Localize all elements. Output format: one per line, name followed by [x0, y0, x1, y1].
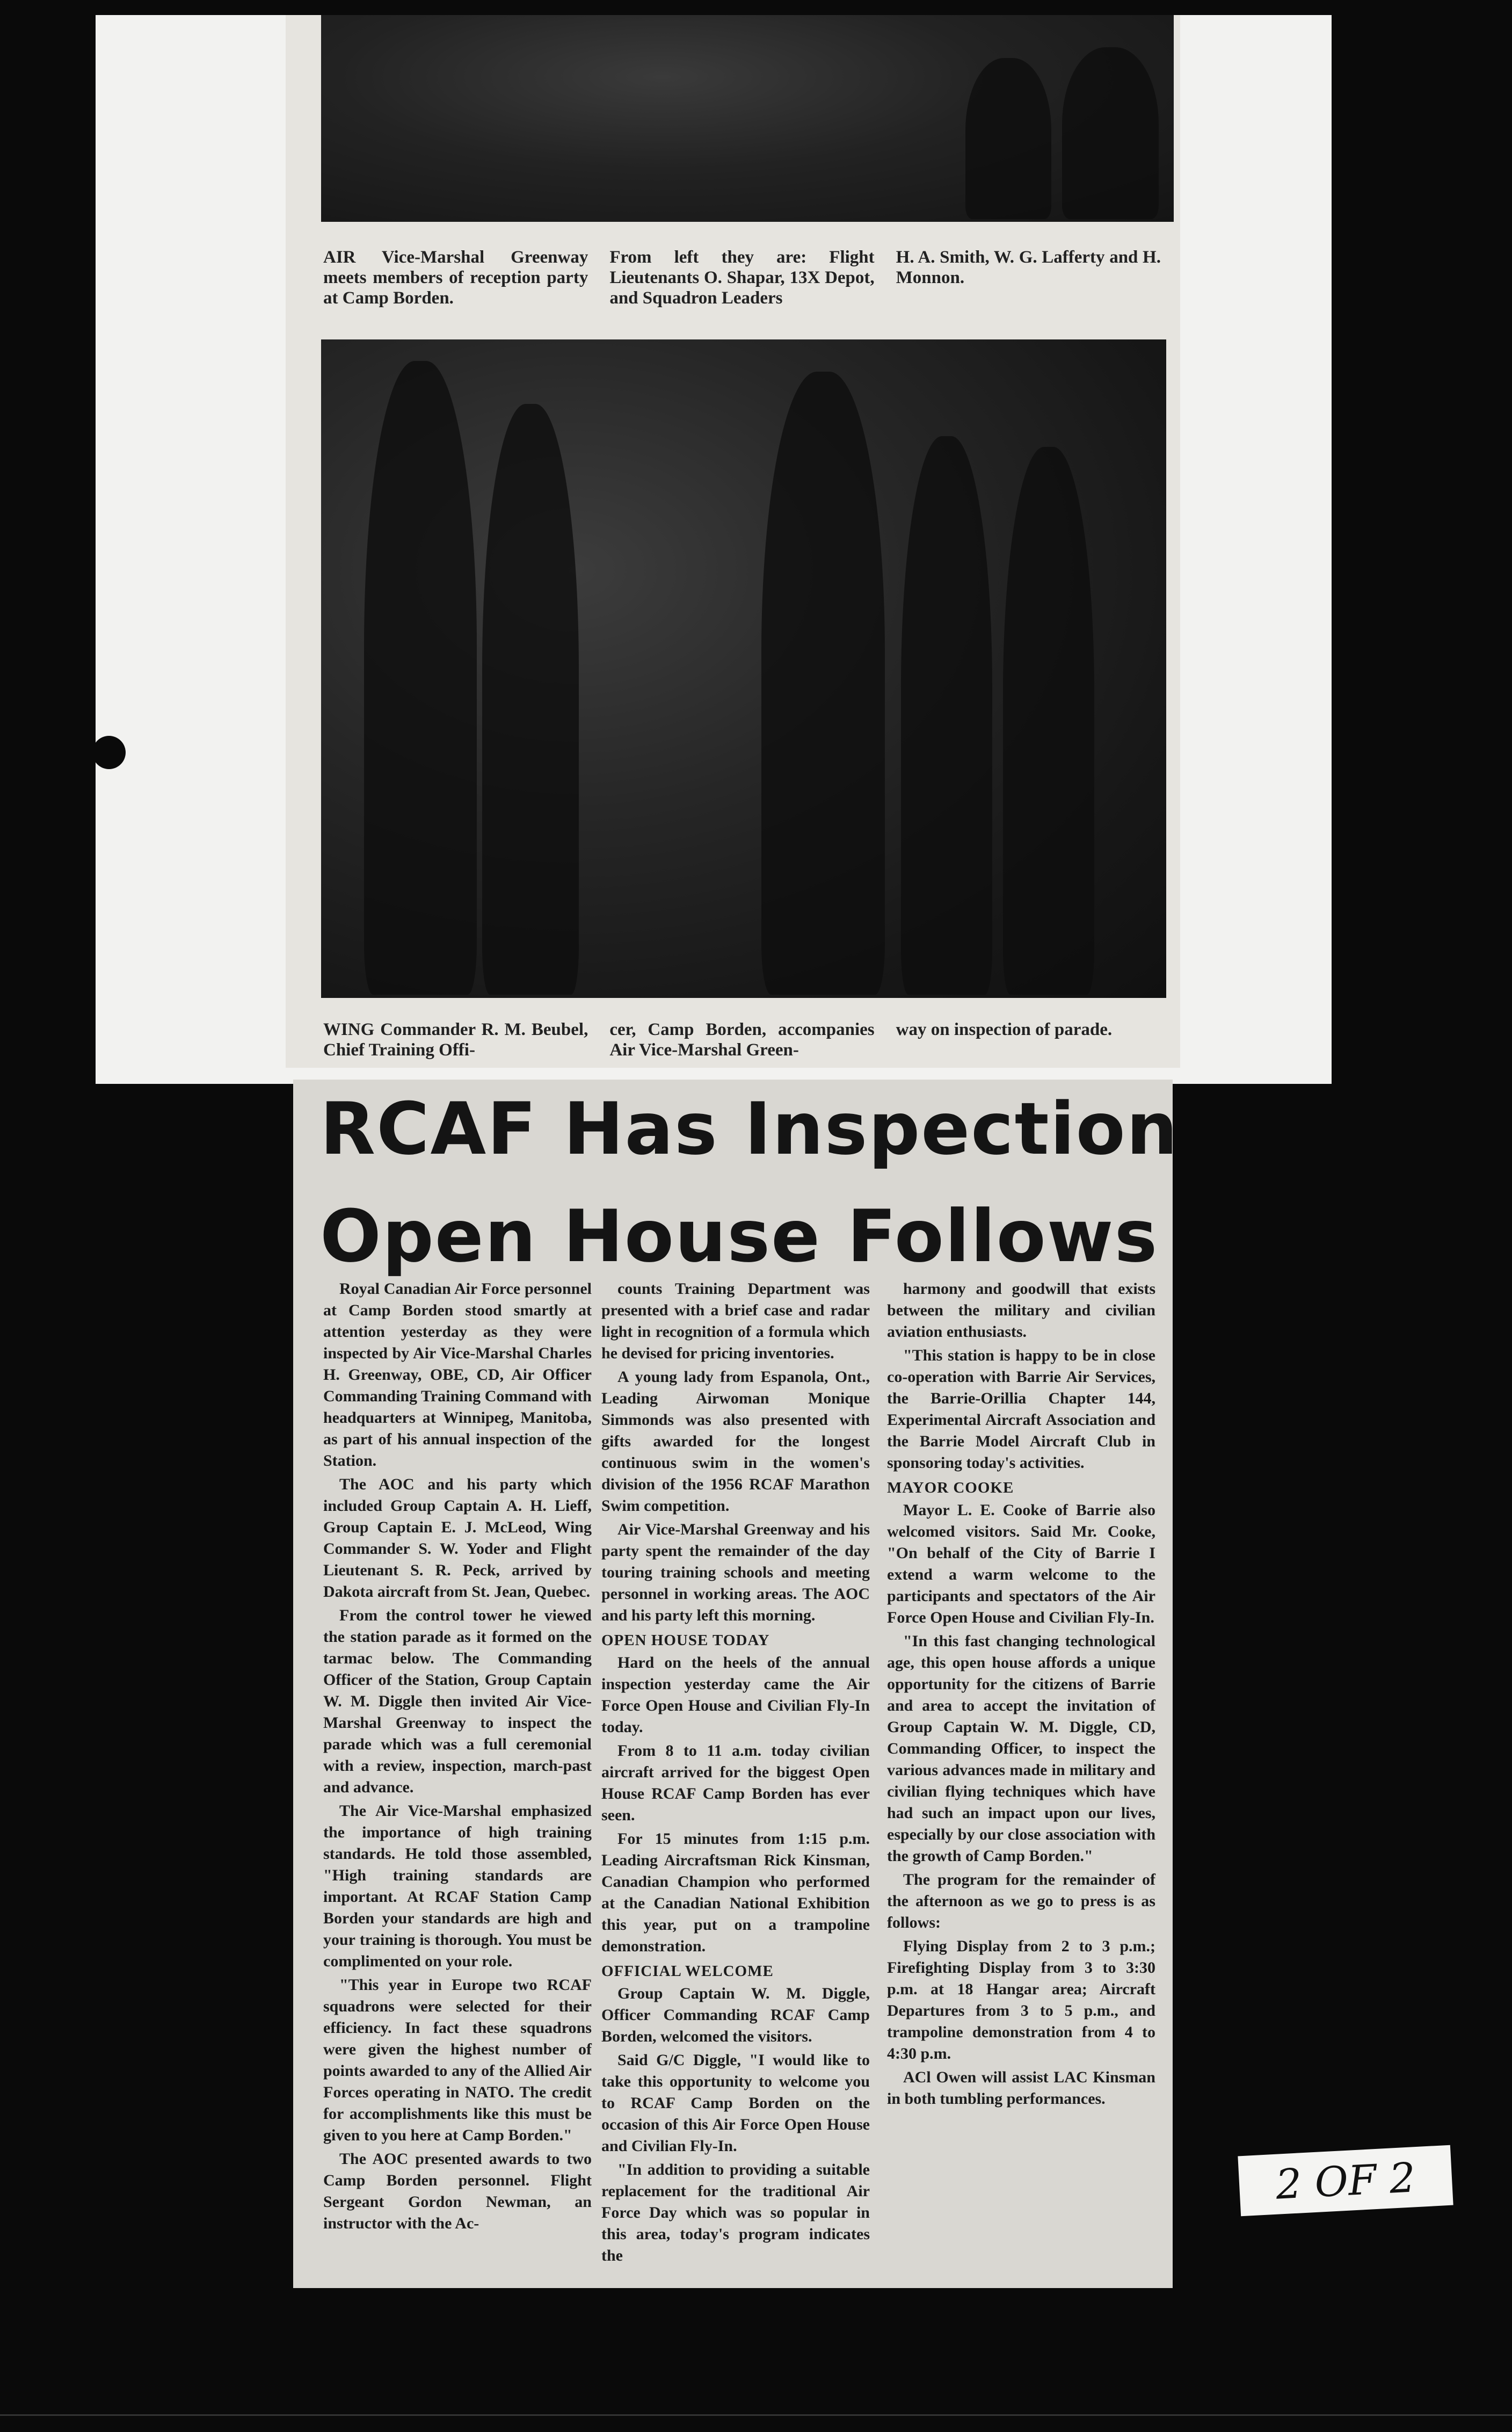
inspection-photo — [321, 339, 1166, 998]
divider — [0, 2414, 1512, 2416]
paragraph: harmony and goodwill that exists between the military and civilian aviation enthusiasts. — [887, 1280, 1155, 1341]
headline-line-1: RCAF Has Inspection — [320, 1087, 1179, 1171]
caption-col-3: H. A. Smith, W. G. Lafferty and H. Monnon. — [896, 248, 1161, 287]
caption-col-2: From left they are: Flight Lieutenants O. Shapar, 13X Depot, and Squadron Leaders — [609, 248, 875, 308]
paragraph: A young lady from Espanola, Ont., Leading Airwoman Monique Simmonds was also presented with gifts awarded for the longest continuous swim in the women's division of the 1956 RCAF Marathon Swim competition. — [601, 1368, 870, 1515]
caption-col-3: way on inspection of parade. — [896, 1020, 1113, 1039]
top-photo — [321, 15, 1174, 222]
page-number-note: 2 OF 2 — [1238, 2145, 1453, 2217]
article-column-1 — [323, 1278, 592, 2236]
inspection-photo-caption — [323, 1019, 1161, 1060]
subheading: OFFICIAL WELCOME — [601, 1963, 774, 1980]
punch-hole — [92, 736, 126, 769]
caption-col-1: AIR Vice-Marshal Greenway meets members of reception party at Camp Borden. — [323, 248, 588, 308]
subheading: OPEN HOUSE TODAY — [601, 1632, 770, 1649]
paragraph: "This station is happy to be in close co-operation with Barrie Air Services, the Barrie-Orillia Chapter 144, Experimental Aircraft Association and the Barrie Model Aircraft Club in sponsoring today's activities. — [887, 1347, 1155, 1472]
paragraph: "In this fast changing technological age, this open house affords a unique opportunity for the citizens of Barrie and area to accept the invitation of Group Captain W. M. Diggle, CD, Commanding Officer, to inspect the various advances made in military and civilian flying techniques which have had such an impact upon our lives, especially by our close association with the growth of Camp Borden." — [887, 1632, 1155, 1865]
subheading: MAYOR COOKE — [887, 1479, 1014, 1496]
paragraph: Group Captain W. M. Diggle, Officer Commanding RCAF Camp Borden, welcomed the visitors. — [601, 1985, 870, 2045]
headline-line-2: Open House Follows — [320, 1195, 1159, 1278]
paragraph: From 8 to 11 a.m. today civilian aircraft arrived for the biggest Open House RCAF Camp Borden has ever seen. — [601, 1742, 870, 1824]
paragraph: The AOC presented awards to two Camp Borden personnel. Flight Sergeant Gordon Newman, an instructor with the Ac- — [323, 2150, 592, 2232]
paragraph: Hard on the heels of the annual inspection yesterday came the Air Force Open House and Civilian Fly-In today. — [601, 1654, 870, 1736]
paragraph: counts Training Department was presented with a brief case and radar light in recognition of a formula which he devised for pricing inventories. — [601, 1280, 870, 1362]
paragraph: Said G/C Diggle, "I would like to take this opportunity to welcome you to RCAF Camp Borden on the occasion of this Air Force Open House and Civilian Fly-In. — [601, 2051, 870, 2155]
paragraph: "This year in Europe two RCAF squadrons were selected for their efficiency. In fact these squadrons were given the highest number of points awarded to any of the Allied Air Forces operating in NATO. The credit for accomplishments like this must be given to you here at Camp Borden." — [323, 1976, 592, 2144]
paragraph: For 15 minutes from 1:15 p.m. Leading Aircraftsman Rick Kinsman, Canadian Champion who performed at the Canadian National Exhibition this year, put on a trampoline demonstration. — [601, 1830, 870, 1955]
top-photo-caption — [323, 247, 1161, 308]
paragraph: Royal Canadian Air Force personnel at Camp Borden stood smartly at attention yesterday as they were inspected by Air Vice-Marshal Charles H. Greenway, OBE, CD, Air Officer Commanding Training Command with headquarters at Winnipeg, Manitoba, as part of his annual inspection of the Station. — [323, 1280, 592, 1470]
paragraph: From the control tower he viewed the station parade as it formed on the tarmac below. The Commanding Officer of the Station, Group Captain W. M. Diggle then invited Air Vice-Marshal Greenway to inspect the parade which was a full ceremonial with a review, inspection, march-past and advance. — [323, 1606, 592, 1796]
paragraph: The program for the remainder of the afternoon as we go to press is as follows: — [887, 1871, 1155, 1931]
article-column-2 — [601, 1278, 870, 2269]
caption-col-1: WING Commander R. M. Beubel, Chief Training Offi- — [323, 1020, 588, 1060]
article-headline — [320, 1075, 1179, 1290]
paragraph: Mayor L. E. Cooke of Barrie also welcomed visitors. Said Mr. Cooke, "On behalf of the City of Barrie I extend a warm welcome to the participants and spectators of the Air Force Open House and Civilian Fly-In. — [887, 1501, 1155, 1626]
paragraph: The Air Vice-Marshal emphasized the importance of high training standards. He told those assembled, "High training standards are important. At RCAF Station Camp Borden your standards are high and your training is thorough. You must be complimented on your role. — [323, 1802, 592, 1970]
article-column-3 — [887, 1278, 1155, 2112]
paragraph: Flying Display from 2 to 3 p.m.; Firefighting Display from 3 to 3:30 p.m. at 18 Hangar area; Aircraft Departures from 3 to 5 p.m., and trampoline demonstration from 4 to 4:30 p.m. — [887, 1937, 1155, 2062]
paragraph: "In addition to providing a suitable replacement for the traditional Air Force Day which was so popular in this area, today's program indicates the — [601, 2161, 870, 2264]
paragraph: The AOC and his party which included Group Captain A. H. Lieff, Group Captain E. J. McLeod, Wing Commander S. W. Yoder and Flight Lieutenant S. R. Peck, arrived by Dakota aircraft from St. Jean, Quebec. — [323, 1475, 592, 1601]
caption-col-2: cer, Camp Borden, accompanies Air Vice-Marshal Green- — [609, 1020, 875, 1060]
paragraph: ACl Owen will assist LAC Kinsman in both tumbling performances. — [887, 2068, 1155, 2108]
paragraph: Air Vice-Marshal Greenway and his party spent the remainder of the day touring training schools and meeting personnel in working areas. The AOC and his party left this morning. — [601, 1521, 870, 1624]
